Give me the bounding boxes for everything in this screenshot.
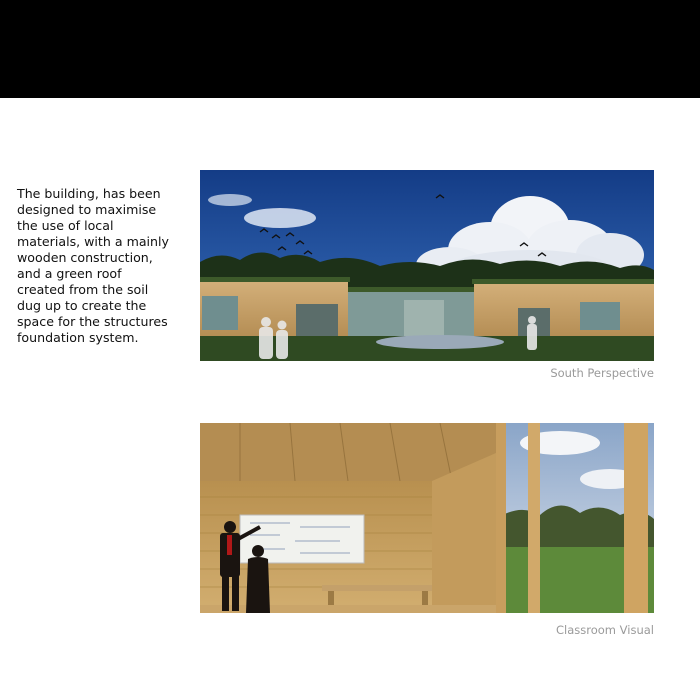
description-text: The building, has been designed to maximise the use of local materials, with a mainly wooden construction, and a green roof created from the soil dug up to create the space for the structures foundation system.: [17, 186, 169, 345]
header-bar: [0, 0, 700, 98]
classroom-visual-image: [200, 423, 654, 613]
south-perspective-image: [200, 170, 654, 361]
figure-caption-south: South Perspective: [550, 366, 654, 380]
figure-caption-classroom: Classroom Visual: [556, 623, 654, 637]
